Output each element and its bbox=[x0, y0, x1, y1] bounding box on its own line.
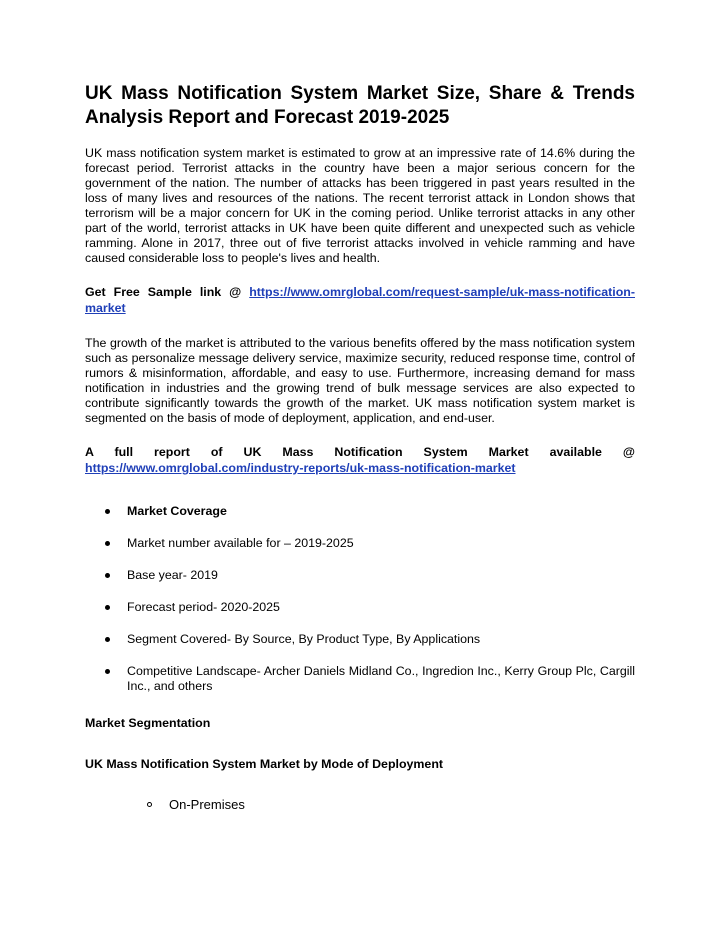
bullet-icon bbox=[105, 605, 110, 610]
circle-bullet-icon bbox=[147, 802, 152, 807]
report-link-line bbox=[85, 444, 635, 460]
intro-paragraph: UK mass notification system market is estimated to grow at an impressive rate of 14.6% during the forecast period. Terrorist attacks in the country have been a major serious concern for the government of the nation. The number of attacks has been triggered in past years resulted in the loss of many lives and resources of the nations. The recent terrorist attack in London shows that terrorism will be a major concern for UK in the coming period. Unlike terrorist attacks in any other part of the world, terrorist attacks in UK have been quite different and unexpected such as vehicle ramming. Alone in 2017, three out of five terrorist attacks involved in vehicle ramming and have caused considerable loss to people's lives and health. bbox=[85, 146, 635, 265]
bullet-icon bbox=[105, 509, 110, 514]
document-page bbox=[85, 82, 635, 813]
bullet-icon bbox=[105, 573, 110, 578]
growth-paragraph: The growth of the market is attributed to the various benefits offered by the mass notification system such as personalize message delivery service, maximize security, reduced response time, control of rumors & misinformation, affordable, and easy to use. Furthermore, increasing demand for mass notification in industries and the growing trend of bulk message services are also expected to contribute significantly towards the growth of the market. UK mass notification system market is segmented on the basis of mode of deployment, application, and end-user. bbox=[85, 336, 635, 425]
list-item: Competitive Landscape- Archer Daniels Midland Co., Ingredion Inc., Kerry Group Plc, Cargill Inc., and others bbox=[85, 664, 635, 694]
list-item: Market Coverage bbox=[85, 504, 635, 519]
report-link-prefix: A full report of UK Mass Notification System Market available @ bbox=[85, 445, 635, 459]
list-item: Base year- 2019 bbox=[85, 568, 635, 583]
list-item: Segment Covered- By Source, By Product Type, By Applications bbox=[85, 632, 635, 647]
deployment-list bbox=[85, 797, 635, 813]
sample-link-line bbox=[85, 284, 635, 316]
list-item: Forecast period- 2020-2025 bbox=[85, 600, 635, 615]
market-coverage-list bbox=[85, 504, 635, 694]
segmentation-heading: Market Segmentation bbox=[85, 716, 211, 730]
bullet-icon bbox=[105, 541, 110, 546]
bullet-icon bbox=[105, 637, 110, 642]
document-title: UK Mass Notification System Market Size, Share & Trends Analysis Report and Forecast 2019-2025 bbox=[85, 83, 635, 128]
sample-link[interactable]: https://www.omrglobal.com/request-sample/uk-mass-notification-market bbox=[85, 285, 635, 315]
bullet-icon bbox=[105, 669, 110, 674]
sample-link-prefix: Get Free Sample link @ bbox=[85, 285, 250, 299]
report-link[interactable]: https://www.omrglobal.com/industry-reports/uk-mass-notification-market bbox=[85, 461, 516, 475]
deployment-heading: UK Mass Notification System Market by Mode of Deployment bbox=[85, 757, 444, 771]
list-item: Market number available for – 2019-2025 bbox=[85, 536, 635, 551]
report-link-line-2 bbox=[85, 460, 635, 476]
list-item: On-Premises bbox=[85, 797, 635, 813]
